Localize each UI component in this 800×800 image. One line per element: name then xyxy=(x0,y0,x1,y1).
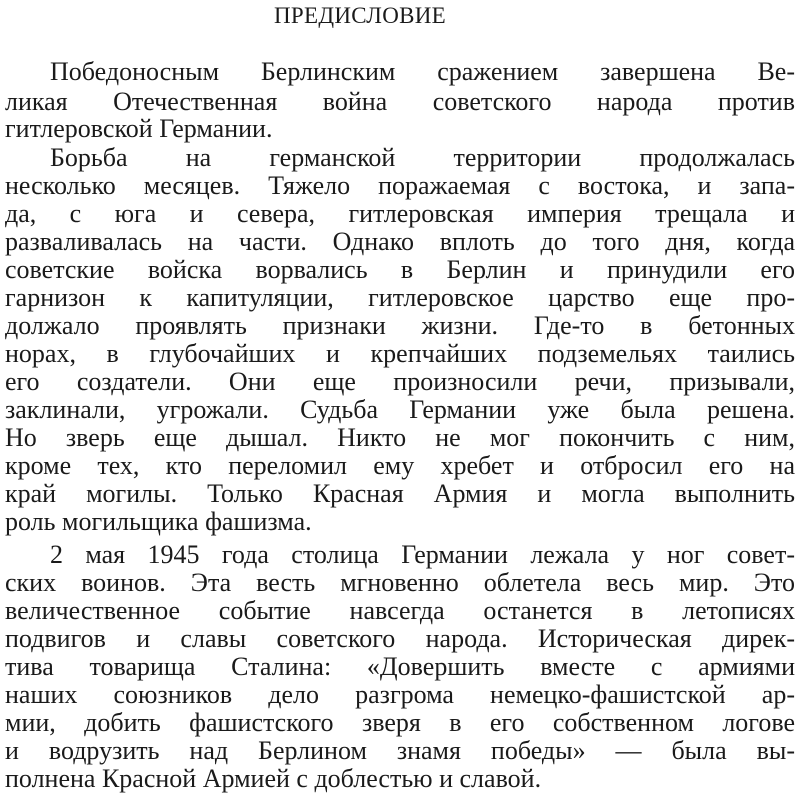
paragraph-2-line-5: советские войска ворвались в Берлин и принудили его xyxy=(5,255,795,284)
paragraph-3-line-3: величественное событие навсегда останется в летописях xyxy=(5,596,795,625)
paragraph-3-line-6: наших союзников дело разгрома немецко-фашистской ар- xyxy=(5,680,795,709)
paragraph-3-line-2: ских воинов. Эта весть мгновенно облетела весь мир. Это xyxy=(5,568,795,597)
paragraph-1-line-3: гитлеровской Германии. xyxy=(5,114,273,143)
paragraph-2-line-7: должало проявлять признаки жизни. Где-то в бетонных xyxy=(5,311,795,340)
page-title: ПРЕДИСЛОВИЕ xyxy=(273,3,447,28)
paragraph-2-line-14: роль могильщика фашизма. xyxy=(5,507,312,536)
paragraph-2-line-9: его создатели. Они еще произносили речи, призывали, xyxy=(5,367,795,396)
paragraph-2-line-3: да, с юга и севера, гитлеровская империя трещала и xyxy=(5,199,795,228)
paragraph-2-line-2: несколько месяцев. Тяжело поражаемая с востока, и запа- xyxy=(5,171,795,200)
paragraph-1-line-2: ликая Отечественная война советского народа против xyxy=(5,87,795,116)
paragraph-2-line-10: заклинали, угрожали. Судьба Германии уже была решена. xyxy=(5,395,795,424)
paragraph-3-line-5: тива товарища Сталина: «Довершить вместе с армиями xyxy=(5,652,795,681)
paragraph-3-line-7: мии, добить фашистского зверя в его собственном логове xyxy=(5,708,795,737)
paragraph-2-line-11: Но зверь еще дышал. Никто не мог покончить с ним, xyxy=(5,423,795,452)
paragraph-2-line-6: гарнизон к капитуляции, гитлеровское царство еще про- xyxy=(5,283,795,312)
paragraph-3-line-1: 2 мая 1945 года столица Германии лежала у ног совет- xyxy=(50,540,795,569)
paragraph-3-line-9: полнена Красной Армией с доблестью и славой. xyxy=(5,764,542,793)
paragraph-2-line-4: разваливалась на части. Однако вплоть до того дня, когда xyxy=(5,227,795,256)
paragraph-1-line-1: Победоносным Берлинским сражением завершена Ве- xyxy=(50,57,795,86)
paragraph-2-line-1: Борьба на германской территории продолжалась xyxy=(50,143,795,172)
paragraph-2-line-8: норах, в глубочайших и крепчайших подземельях таились xyxy=(5,339,795,368)
paragraph-2-line-12: кроме тех, кто переломил ему хребет и отбросил его на xyxy=(5,451,795,480)
paragraph-2-line-13: край могилы. Только Красная Армия и могла выполнить xyxy=(5,479,795,508)
paragraph-3-line-8: и водрузить над Берлином знамя победы» — была вы- xyxy=(5,736,795,765)
paragraph-3-line-4: подвигов и славы советского народа. Историческая дирек- xyxy=(5,624,795,653)
